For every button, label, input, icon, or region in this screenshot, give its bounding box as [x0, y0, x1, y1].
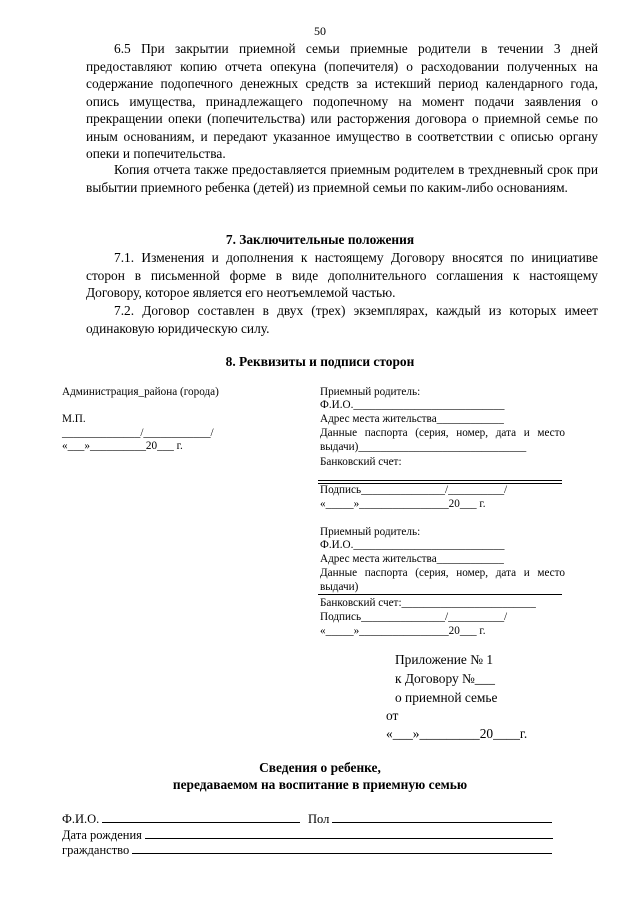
stamp-label: М.П.: [62, 413, 86, 425]
appendix-label: Приложение № 1: [395, 652, 494, 667]
parent2-fio: Ф.И.О.___________________________: [320, 539, 505, 551]
parent1-bank-account: Банковский счет:: [320, 456, 402, 468]
parent1-signature: Подпись_______________/__________/: [320, 484, 508, 496]
child-info-title: Сведения о ребенке,: [259, 760, 381, 775]
divider: [318, 594, 562, 595]
child-citizenship-label: гражданство: [62, 843, 130, 857]
child-citizenship-line[interactable]: [132, 841, 552, 854]
page-number: 50: [314, 24, 326, 38]
divider: [318, 480, 562, 481]
admin-signature-line: ______________/____________/: [62, 427, 214, 439]
parent2-title: Приемный родитель:: [320, 526, 421, 538]
parent2-passport-issue: выдачи): [320, 581, 359, 593]
admin-date-line: «___»__________20___ г.: [62, 440, 183, 452]
parent1-title: Приемный родитель:: [320, 386, 421, 398]
child-fio-label: Ф.И.О.: [62, 812, 100, 826]
child-fio-field[interactable]: [62, 810, 300, 827]
child-gender-label: Пол: [308, 812, 330, 826]
parent1-fio: Ф.И.О.___________________________: [320, 399, 505, 411]
child-info-subtitle: передаваемом на воспитание в приемную семью: [172, 777, 468, 792]
child-dob-label: Дата рождения: [62, 828, 142, 842]
parent1-date: «_____»________________20___ г.: [320, 498, 486, 510]
parent2-signature: Подпись_______________/__________/: [320, 611, 508, 623]
admin-label: Администрация_района (города): [62, 386, 219, 398]
child-citizenship-field[interactable]: [62, 841, 552, 858]
appendix-date: «___»_________20____г.: [386, 726, 528, 741]
parent2-address: Адрес места жительства____________: [320, 553, 504, 565]
parent2-bank-account: Банковский счет:________________________: [320, 597, 536, 609]
child-fio-line[interactable]: [102, 810, 300, 823]
child-gender-field[interactable]: [308, 810, 552, 827]
appendix-contract: к Договору №___: [395, 671, 495, 686]
appendix-subject: о приемной семье: [395, 690, 498, 705]
child-dob-line[interactable]: [145, 826, 553, 839]
section8-title: 8. Реквизиты и подписи сторон: [225, 354, 415, 369]
parent2-passport: Данные паспорта (серия, номер, дата и место: [320, 567, 565, 579]
section7-title: 7. Заключительные положения: [225, 232, 415, 247]
appendix-from: от: [386, 708, 399, 723]
section6-paragraph-1: 6.5 При закрытии приемной семьи приемные родители в течении 3 дней предоставляют копию отчета опекуна (попечителя) о расходовании полученных на содержание подопечного денежных средств за истекший период календарного года, опись имущества, принадлежащего подопечному на момент подачи заявления о прекращении опеки (попечительства) или расторжения договора о приемной семье по иным основаниям, и передают указанное имущество в соответствии с описью органу опеки и попечительства.: [86, 41, 598, 161]
section7-paragraph-2: 7.2. Договор составлен в двух (трех) экземплярах, каждый из которых имеет одинаковую юридическую силу.: [86, 303, 598, 336]
child-gender-line[interactable]: [332, 810, 552, 823]
parent1-passport-issue: выдачи)______________________________: [320, 441, 527, 453]
parent1-address: Адрес места жительства____________: [320, 413, 504, 425]
parent2-date: «_____»________________20___ г.: [320, 625, 486, 637]
parent1-passport: Данные паспорта (серия, номер, дата и место: [320, 427, 565, 439]
section7-paragraph-1: 7.1. Изменения и дополнения к настоящему Договору вносятся по инициативе сторон в письменной форме в виде дополнительного соглашения к настоящему Договору, которое является его неотъемлемой частью.: [86, 250, 598, 300]
section6-paragraph-2: Копия отчета также предоставляется приемным родителем в трехдневный срок при выбытии приемного ребенка (детей) из приемной семьи по каким-либо основаниям.: [86, 162, 598, 195]
